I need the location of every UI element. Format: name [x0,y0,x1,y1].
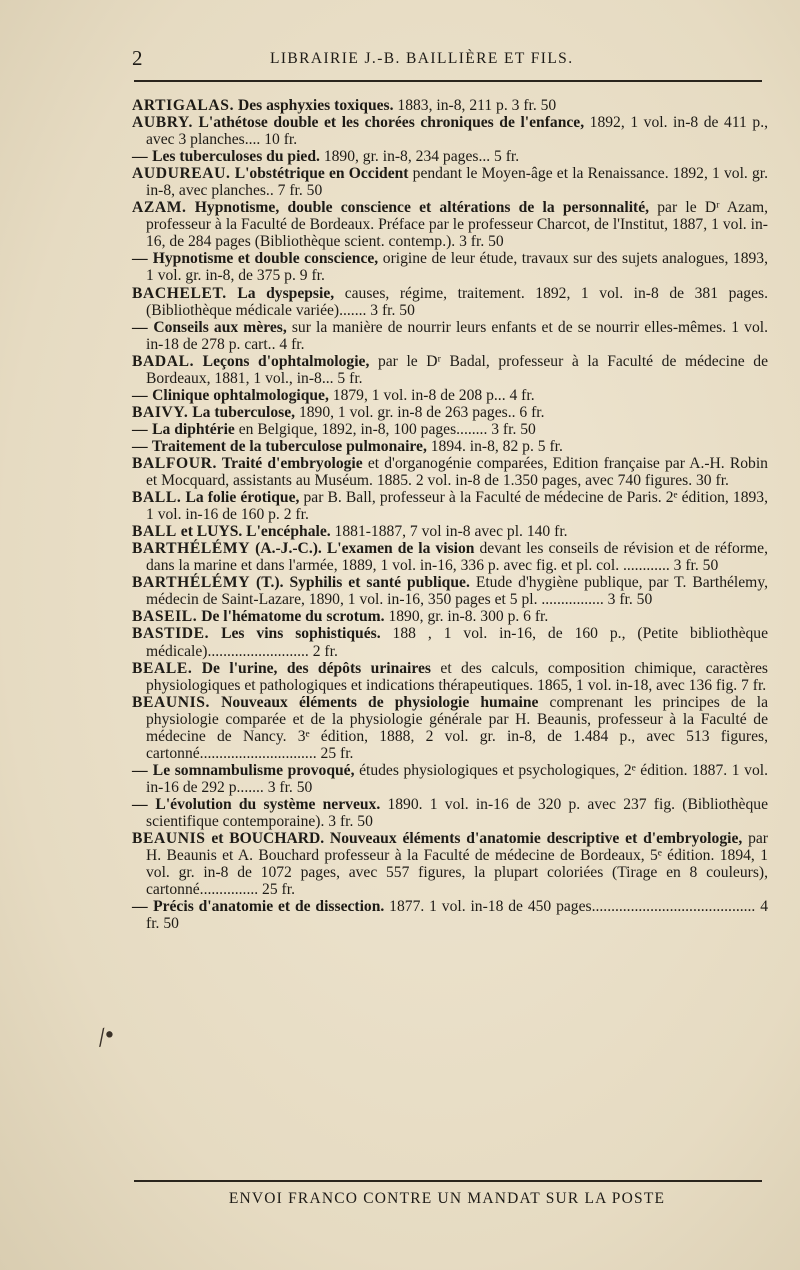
entry-author: — [132,898,149,916]
entry-author: — [132,318,149,336]
page-header [132,46,762,70]
entry-author: BEALE. [132,659,193,677]
entry-details: en Belgique, 1892, in-8, 100 pages........ 3 fr. 50 [234,420,536,438]
entry-details: 1883, in-8, 211 p. 3 fr. 50 [393,97,557,114]
entry-details: 1890, gr. in-8. 300 p. 6 fr. [384,608,549,626]
entry-title: Le somnambulisme provoqué, [148,761,355,779]
entry-title: De l'hématome du scrotum. [197,608,385,626]
catalogue-entry [132,455,768,489]
entry-title: Les vins sophistiqués. [209,625,381,643]
footer-rule [134,1180,762,1182]
entry-title: L'obstétrique en Occident [230,165,409,183]
catalogue-entry [132,199,768,250]
entry-title: Des asphyxies toxiques. [234,97,394,114]
entry-author: — [132,148,149,166]
entry-details: 1881-1887, 7 vol in-8 avec pl. 140 fr. [330,523,568,541]
catalogue-entry [132,830,768,898]
entry-title: Hypnotisme, double conscience et altérations de la personnalité, [186,199,650,217]
catalogue-entry [132,250,768,284]
entry-author: — [132,420,149,438]
entry-details: origine de leur étude, travaux sur des sujets analogues, 1893, 1 vol. gr. in-8, de 375 p. 9 fr. [146,250,768,285]
entry-author: BALFOUR. [132,454,217,472]
catalogue-entry [132,608,768,625]
entry-details: études physiologiques et psychologiques, 2ᵉ édition. 1887. 1 vol. in-16 de 292 p....... 3 fr. 50 [146,761,768,796]
entry-details: devant les conseils de révision et de réforme, dans la marine et dans l'armée, 1889, 1 vol. in-16, 336 p. avec fig. et pl. col. ............ 3 fr. 50 [146,540,768,575]
entry-title: Précis d'anatomie et de dissection. [148,898,385,916]
entry-author: BEAUNIS [132,830,206,848]
running-title: LIBRAIRIE J.-B. BAILLIÈRE ET FILS. [270,50,574,67]
catalogue-entry [132,404,768,421]
entry-details: 1892, 1 vol. in-8 de 411 p., avec 3 planches.... 10 fr. [146,114,768,149]
page-number: 2 [132,46,143,70]
header-rule [134,80,762,82]
entry-title: Traitement de la tuberculose pulmonaire, [148,437,427,455]
entry-title: et BOUCHARD. Nouveaux éléments d'anatomie descriptive et d'embryologie, [205,830,743,848]
catalogue-entry [132,421,768,438]
catalogue-entry [132,353,768,387]
catalogue-entry [132,148,768,165]
catalogue-entry [132,796,768,830]
entry-details: par le Dʳ Azam, professeur à la Faculté de Bordeaux. Préface par le professeur Charcot, de l'Institut, 1887, 1 vol. in-16, de 284 pages (Bibliothèque scient. contemp.). 3 fr. 50 [146,199,769,251]
entry-details: 188 , 1 vol. in-16, de 160 p., (Petite bibliothèque médicale).......................... 2 fr. [146,625,769,660]
entry-author: ARTIGALAS. [132,97,235,114]
entry-author: — [132,761,149,779]
catalogue-entry [132,898,768,932]
entry-details: comprenant les principes de la physiologie comparée et de la physiologie générale par H. Beaunis, professeur à la Faculté de médecine de Nancy. 3ᵉ édition, 1888, 2 vol. gr. in-8, de 1.484 p., avec 513 figures, cartonné.............................. 25 fr. [146,693,768,762]
entry-title: Leçons d'ophtalmologie, [194,352,370,370]
catalogue-entry [132,438,768,455]
entry-title: (A.-J.-C.). L'examen de la vision [250,540,475,558]
catalogue-entries [132,97,768,932]
catalogue-entry [132,285,768,319]
entry-author: AZAM. [132,199,187,217]
entry-author: — [132,795,149,813]
entry-author: — [132,437,149,455]
entry-details: 1877. 1 vol. in-18 de 450 pages.......................................... 4 fr. 50 [146,898,768,933]
entry-author: BAIVY. [132,403,189,421]
catalogue-entry [132,694,768,762]
entry-details: par H. Beaunis et A. Bouchard professeur à la Faculté de médecine de Bordeaux, 5ᵉ édition. 1894, 1 vol. gr. in-8 de 1072 pages, avec 557 figures, la plupart coloriées (Tirage en 8 couleurs), cartonné............... 25 fr. [146,830,768,899]
catalogue-entry [132,574,768,608]
entry-details: et des calculs, composition chimique, caractères physiologiques et pathologiques et indications thérapeutiques. 1865, 1 vol. in-18, avec 136 fig. 7 fr. [146,659,768,694]
catalogue-entry [132,762,768,796]
catalogue-entry [132,114,768,148]
entry-details: 1890, 1 vol. gr. in-8 de 263 pages.. 6 fr. [295,403,545,421]
entry-title: Les tuberculoses du pied. [148,148,320,166]
catalogue-entry [132,523,768,540]
entry-title: La dyspepsie, [226,284,335,302]
entry-title: Conseils aux mères, [148,318,287,336]
margin-pencil-mark: ⁄• [96,1021,121,1052]
entry-author: BALL. [132,489,182,507]
entry-title: Nouveaux éléments de physiologie humaine [210,693,539,711]
entry-details: pendant le Moyen-âge et la Renaissance. 1892, 1 vol. gr. in-8, avec planches.. 7 fr. 50 [146,165,769,200]
entry-title: De l'urine, des dépôts urinaires [192,659,431,677]
entry-title: Hypnotisme et double conscience, [148,250,379,268]
entry-details: 1890. 1 vol. in-16 de 320 p. avec 237 fig. (Bibliothèque scientifique contemporaine). 3 fr. 50 [146,795,768,830]
entry-title: L'athétose double et les chorées chroniques de l'enfance, [192,114,585,132]
entry-title: L'évolution du système nerveux. [148,795,381,813]
entry-details: sur la manière de nourrir leurs enfants et de se nourrir elles-mêmes. 1 vol. in-18 de 278 p. cart.. 4 fr. [146,318,768,353]
entry-details: Etude d'hygiène publique, par T. Barthélemy, médecin de Saint-Lazare, 1890, 1 vol. in-16, 350 pages et 5 pl. ................ 3 fr. 50 [146,574,768,609]
entry-title: et LUYS. L'encéphale. [176,523,331,541]
entry-details: 1894. in-8, 82 p. 5 fr. [426,437,563,455]
entry-details: causes, régime, traitement. 1892, 1 vol. in-8 de 381 pages. (Bibliothèque médicale variée)....... 3 fr. 50 [146,284,768,319]
entry-details: 1879, 1 vol. in-8 de 208 p... 4 fr. [328,386,535,404]
footer-notice: ENVOI FRANCO CONTRE UN MANDAT SUR LA POSTE [228,1190,666,1207]
catalogue-entry [132,319,768,353]
entry-details: par B. Ball, professeur à la Faculté de médecine de Paris. 2ᵉ édition, 1893, 1 vol. in-16 de 160 p. 2 fr. [146,489,768,524]
entry-title: Traité d'embryologie [216,454,363,472]
entry-author: BACHELET. [132,284,227,302]
entry-author: — [132,386,149,404]
entry-title: La folie érotique, [181,489,300,507]
entry-author: BALL [132,523,177,541]
entry-author: AUDUREAU. [132,165,231,183]
entry-author: — [132,250,149,268]
catalogue-entry [132,625,768,659]
entry-author: BASEIL. [132,608,198,626]
entry-title: (T.). Syphilis et santé publique. [250,574,470,592]
catalogue-entry [132,165,768,199]
entry-author: BARTHÉLÉMY [132,574,251,592]
catalogue-entry [132,387,768,404]
entry-title: Clinique ophtalmologique, [148,386,329,404]
entry-title: La diphtérie [148,420,235,438]
entry-details: 1890, gr. in-8, 234 pages... 5 fr. [319,148,520,166]
catalogue-entry [132,660,768,694]
catalogue-entry [132,97,768,114]
entry-details: et d'organogénie comparées, Edition française par A.-H. Robin et Mocquard, assistants au Muséum. 1885. 2 vol. in-8 de 1.350 pages, avec 740 figures. 30 fr. [146,454,768,490]
catalogue-entry [132,489,768,523]
entry-details: par le Dʳ Badal, professeur à la Faculté de médecine de Bordeaux, 1881, 1 vol., in-8... 5 fr. [146,352,768,387]
entry-author: BASTIDE. [132,625,210,643]
entry-author: BADAL. [132,352,195,370]
entry-author: BARTHÉLÉMY [132,540,251,558]
entry-title: La tuberculose, [188,403,296,421]
entry-author: BEAUNIS. [132,693,211,711]
entry-author: AUBRY. [132,114,193,132]
catalogue-entry [132,540,768,574]
